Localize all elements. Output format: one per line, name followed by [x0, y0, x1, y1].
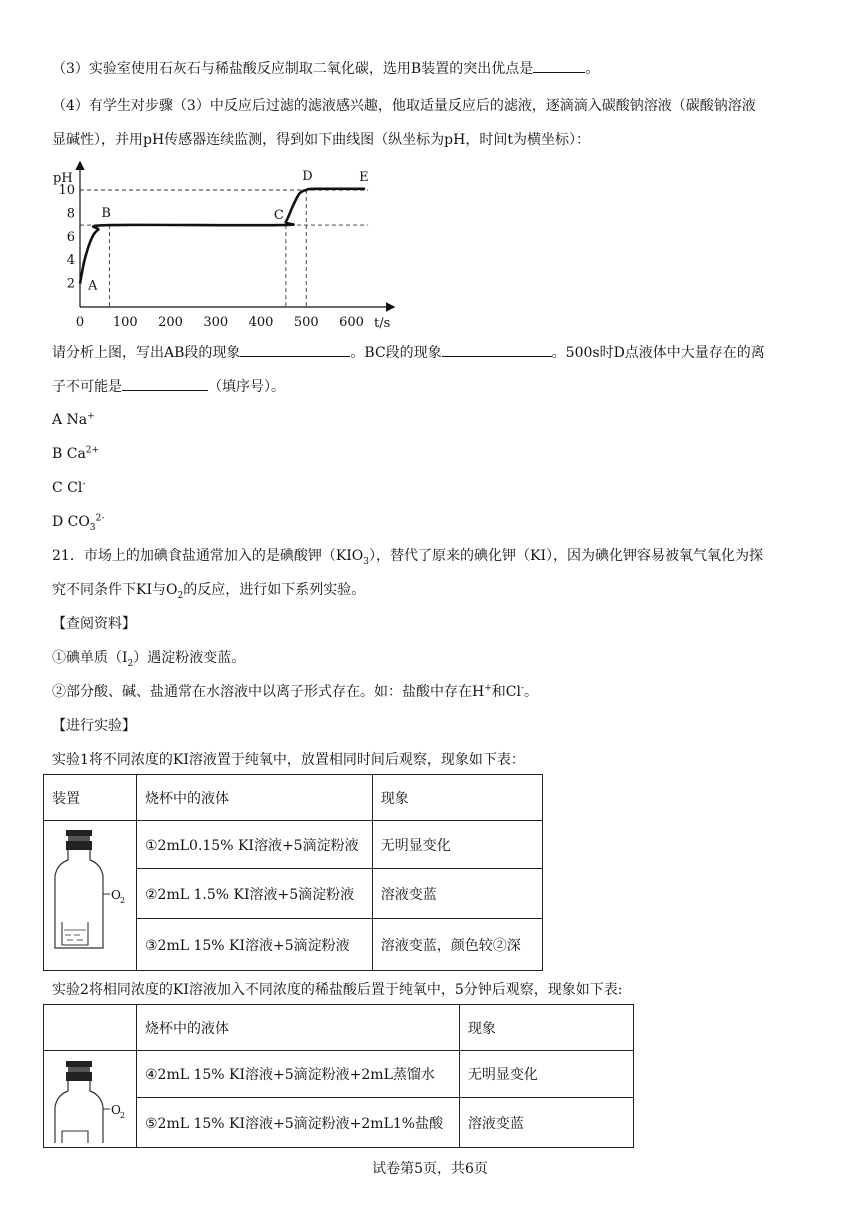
exp2-row1-result: 无明显变化 — [459, 1051, 633, 1098]
question-21-line1: 21．市场上的加碘食盐通常加入的是碘酸钾$(KIO_3)$，替代了原来的碘化钾（KI），因为碘化钾容易被氧气氧化为探 — [52, 548, 764, 567]
exp2-header-result: 现象 — [459, 1005, 633, 1051]
x-tick-200: 200 — [158, 315, 183, 330]
exp2-header-liquid: 烧杯中的液体 — [137, 1005, 460, 1051]
table-row — [44, 1051, 634, 1098]
exp2-row1-liquid: ④2mL 15% KI溶液+5滴淀粉液+2mL蒸馏水 — [137, 1051, 460, 1098]
exp2-table — [43, 1004, 634, 1148]
svg-text:O: O — [111, 887, 121, 902]
exp2-header-row — [44, 1005, 634, 1051]
exp1-row2-result: 溶液变蓝 — [372, 869, 542, 919]
answer-blank-ion[interactable] — [122, 376, 208, 391]
y-axis-label: pH — [53, 171, 73, 186]
section-ref-heading: 【查阅资料】 — [52, 616, 136, 632]
exp1-header-result: 现象 — [372, 775, 542, 821]
exp2-row2-result: 溶液变蓝 — [459, 1098, 633, 1148]
y-tick-labels — [58, 183, 75, 292]
analysis-line2: 子不可能是 （填序号）。 — [52, 376, 285, 397]
oxygen-bottle-diagram — [44, 824, 136, 964]
svg-text:2: 2 — [120, 1111, 126, 1120]
x-tick-500: 500 — [293, 315, 319, 330]
section-exp-heading: 【进行实验】 — [52, 718, 136, 734]
exp1-header-row — [44, 775, 543, 821]
option-d: D $CO_3^{2-}$ — [52, 513, 105, 533]
exp1-header-device: 装置 — [44, 775, 137, 821]
exp1-header-liquid: 烧杯中的液体 — [137, 775, 373, 821]
y-tick-2: 2 — [66, 276, 75, 292]
exp1-intro: 实验1将不同浓度的KI溶液置于纯氧中，放置相同时间后观察，现象如下表： — [52, 752, 525, 768]
point-label-a: A — [88, 278, 98, 294]
question-21-line2: 究不同条件下KI与$O_2$的反应，进行如下系列实验。 — [52, 582, 366, 601]
point-label-d: D — [302, 169, 313, 184]
exp1-row1-result: 无明显变化 — [372, 821, 542, 869]
svg-text:O: O — [111, 1103, 121, 1117]
ph-curve-chart — [48, 157, 408, 333]
x-axis-label: t/s — [374, 316, 391, 331]
x-tick-0: 0 — [75, 315, 85, 330]
table-row — [44, 821, 543, 869]
svg-text:2: 2 — [120, 895, 126, 905]
question-3: （3）实验室使用石灰石与稀盐酸反应制取二氧化碳，选用B装置的突出优点是 。 — [52, 58, 599, 79]
question-4-line1: （4）有学生对步骤（3）中反应后过滤的滤液感兴趣，他取适量反应后的滤液，逐滴滴入碳酸钠溶液（碳酸钠溶液 — [52, 98, 756, 114]
answer-blank-q3[interactable] — [533, 58, 585, 73]
y-tick-6: 6 — [66, 229, 75, 245]
ref-item-2: ②部分酸、碱、盐通常在水溶液中以离子形式存在。如：盐酸中存在H+和Cl-。 — [52, 683, 539, 700]
question-4-line2: 显碱性），并用pH传感器连续监测，得到如下曲线图（纵坐标为pH，时间t为横坐标）： — [52, 132, 590, 148]
option-b: B $Ca^{2+}$ — [52, 445, 100, 462]
point-label-b: B — [101, 206, 111, 222]
exp1-row3-liquid: ③2mL 15% KI溶液+5滴淀粉液 — [137, 919, 373, 971]
x-tick-600: 600 — [339, 315, 364, 330]
exp1-table — [43, 774, 543, 971]
x-tick-400: 400 — [248, 315, 274, 330]
exp1-row1-liquid: ①2mL0.15% KI溶液+5滴淀粉液 — [137, 821, 373, 869]
answer-blank-ab[interactable] — [240, 342, 350, 357]
exp2-row2-liquid: ⑤2mL 15% KI溶液+5滴淀粉液+2mL1%盐酸 — [137, 1098, 460, 1148]
y-tick-8: 8 — [66, 206, 75, 222]
exp1-device-cell — [44, 821, 137, 971]
page-footer: 试卷第5页，共6页 — [372, 1161, 488, 1177]
x-tick-300: 300 — [203, 315, 229, 330]
x-tick-100: 100 — [112, 315, 138, 330]
answer-blank-bc[interactable] — [442, 342, 552, 357]
exp2-header-device — [44, 1005, 137, 1051]
point-label-e: E — [359, 169, 369, 185]
y-tick-4: 4 — [66, 253, 75, 269]
option-a: A Na+ — [52, 411, 95, 428]
exp2-intro: 实验2将相同浓度的KI溶液加入不同浓度的稀盐酸后置于纯氧中，5分钟后观察，现象如下表: — [52, 982, 623, 998]
exp1-row2-liquid: ②2mL 1.5% KI溶液+5滴淀粉液 — [137, 869, 373, 919]
ph-curve-series — [80, 189, 365, 284]
exp2-device-cell — [44, 1051, 137, 1148]
x-tick-labels — [76, 315, 364, 330]
point-label-c: C — [273, 208, 284, 224]
oxygen-bottle-diagram — [44, 1051, 136, 1143]
analysis-line1: 请分析上图，写出AB段的现象 。BC段的现象 。500s时D点液体中大量存在的离 — [52, 342, 765, 363]
chart-dashed-guides — [80, 190, 368, 307]
y-tick-10: 10 — [58, 183, 75, 198]
ref-item-1: ①碘单质$(I_2)$遇淀粉液变蓝。 — [52, 650, 246, 669]
option-c: C Cl- — [52, 479, 86, 496]
question-3-text: （3）实验室使用石灰石与稀盐酸反应制取二氧化碳，选用B装置的突出优点是 — [52, 61, 534, 77]
exp1-row3-result: 溶液变蓝，颜色较②深 — [372, 919, 542, 971]
